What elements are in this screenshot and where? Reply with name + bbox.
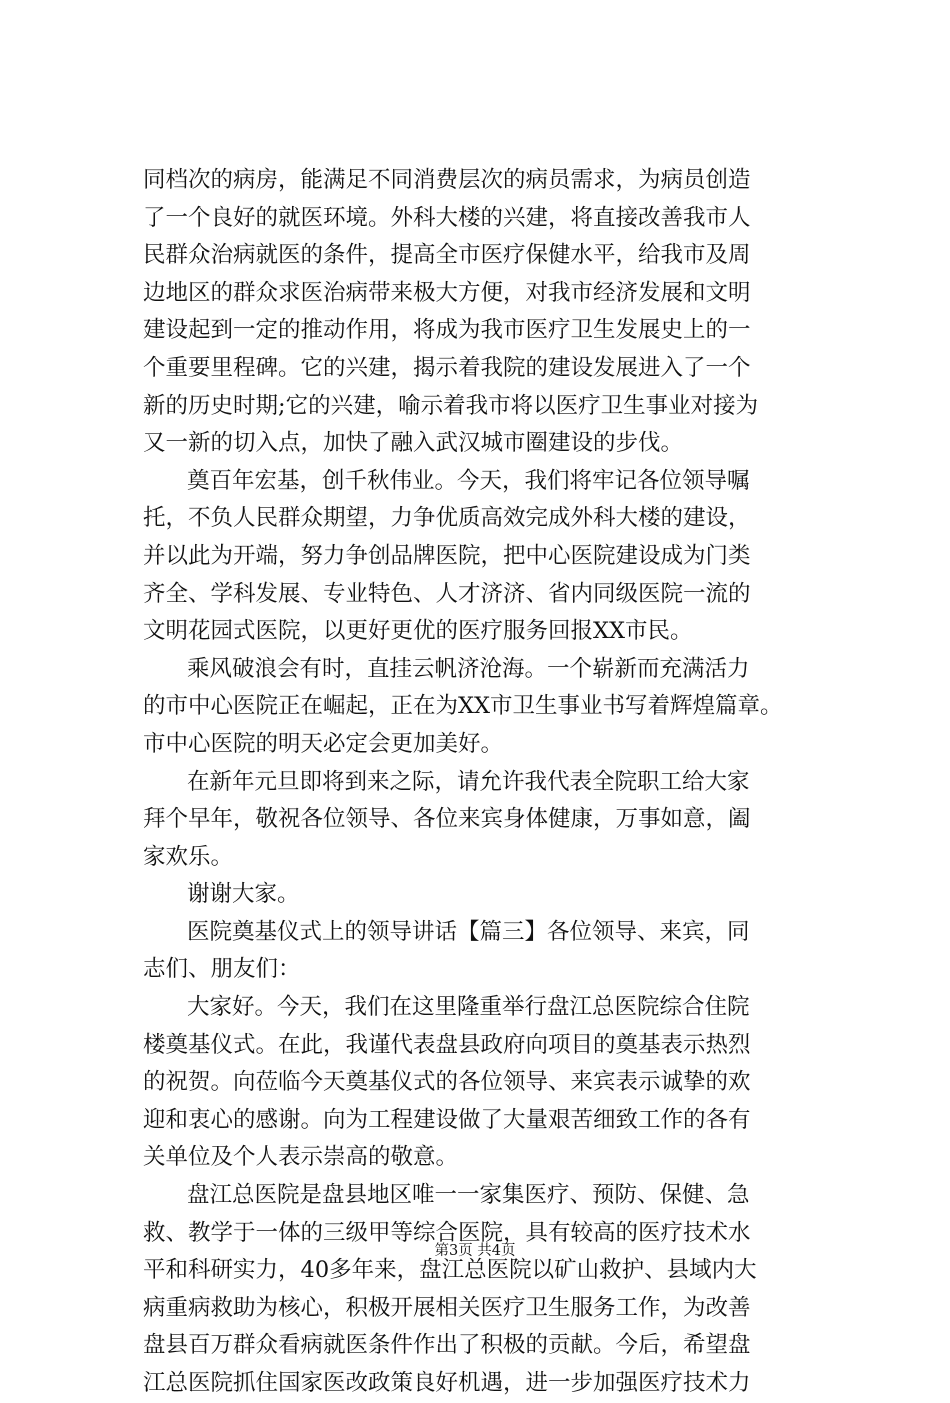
text-line: 盘江总医院是盘县地区唯一一家集医疗、预防、保健、急 <box>187 1182 750 1209</box>
text-line: 的祝贺。向莅临今天奠基仪式的各位领导、来宾表示诚挚的欢 <box>143 1069 751 1096</box>
text-line: 楼奠基仪式。在此，我谨代表盘县政府向项目的奠基表示热烈 <box>143 1031 751 1058</box>
text-line: 个重要里程碑。它的兴建，揭示着我院的建设发展进入了一个 <box>143 354 751 381</box>
text-line: 平和科研实力，40多年来，盘江总医院以矿山救护、县域内大 <box>143 1257 757 1284</box>
text-line: 齐全、学科发展、专业特色、人才济济、省内同级医院一流的 <box>143 580 751 607</box>
text-line: 在新年元旦即将到来之际，请允许我代表全院职工给大家 <box>187 768 750 795</box>
text-line: 江总医院抓住国家医改政策良好机遇，进一步加强医疗技术力 <box>143 1370 751 1396</box>
text-line: 病重病救助为核心，积极开展相关医疗卫生服务工作，为改善 <box>143 1294 751 1321</box>
page-footer: 第3页 共4页 <box>434 1243 516 1259</box>
text-line: 又一新的切入点，加快了融入武汉城市圈建设的步伐。 <box>143 430 684 457</box>
text-line: 家欢乐。 <box>143 843 234 870</box>
text-line: 托，不负人民群众期望，力争优质高效完成外科大楼的建设， <box>143 505 751 532</box>
text-line: 民群众治病就医的条件，提高全市医疗保健水平，给我市及周 <box>143 242 751 269</box>
text-line: 建设起到一定的推动作用，将成为我市医疗卫生发展史上的一 <box>143 317 751 344</box>
text-line: 医院奠基仪式上的领导讲话【篇三】各位领导、来宾，同 <box>187 918 750 945</box>
text-line: 关单位及个人表示崇高的敬意。 <box>143 1144 459 1171</box>
text-line: 同档次的病房，能满足不同消费层次的病员需求，为病员创造 <box>143 167 751 193</box>
text-line: 边地区的群众求医治病带来极大方便，对我市经济发展和文明 <box>143 279 751 306</box>
text-line: 迎和衷心的感谢。向为工程建设做了大量艰苦细致工作的各有 <box>143 1106 751 1133</box>
text-line: 谢谢大家。 <box>187 881 300 908</box>
text-line: 新的历史时期;它的兴建，喻示着我市将以医疗卫生事业对接为 <box>143 392 759 419</box>
text-line: 志们、朋友们： <box>143 956 301 983</box>
text-line: 文明花园式医院，以更好更优的医疗服务回报XX市民。 <box>143 618 693 645</box>
text-line: 盘县百万群众看病就医条件作出了积极的贡献。今后，希望盘 <box>143 1332 751 1359</box>
text-line: 大家好。今天，我们在这里隆重举行盘江总医院综合住院 <box>187 994 750 1021</box>
text-line: 了一个良好的就医环境。外科大楼的兴建，将直接改善我市人 <box>143 204 751 231</box>
text-line: 的市中心医院正在崛起，正在为XX市卫生事业书写着辉煌篇章。 <box>143 693 783 720</box>
text-line: 拜个早年，敬祝各位领导、各位来宾身体健康，万事如意，阖 <box>143 806 751 833</box>
text-line: 并以此为开端，努力争创品牌医院，把中心医院建设成为门类 <box>143 542 751 569</box>
text-line: 奠百年宏基，创千秋伟业。今天，我们将牢记各位领导嘱 <box>187 467 750 494</box>
text-line: 救、教学于一体的三级甲等综合医院，具有较高的医疗技术水 <box>143 1219 751 1246</box>
text-line: 乘风破浪会有时，直挂云帆济沧海。一个崭新而充满活力 <box>187 655 750 682</box>
text-line: 市中心医院的明天必定会更加美好。 <box>143 730 504 757</box>
document-body <box>143 162 843 1403</box>
